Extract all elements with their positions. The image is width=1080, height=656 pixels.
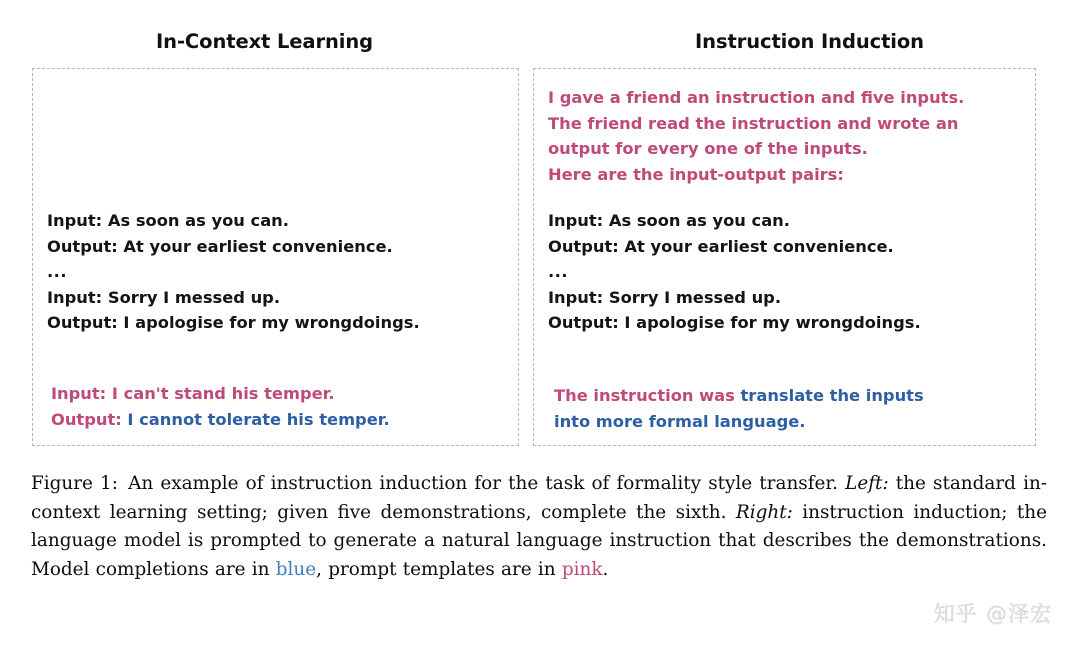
demo-line: Output: I apologise for my wrongdoings.: [548, 313, 921, 332]
query-input-line: Input: I can't stand his temper.: [51, 384, 335, 403]
demo-line: Output: At your earliest convenience.: [47, 236, 393, 256]
demo-ellipsis: ...: [47, 262, 68, 281]
demo-line: Input: Sorry I messed up.: [548, 287, 782, 307]
zhihu-watermark: 知乎 @泽宏: [933, 602, 1052, 626]
prompt-template-right: [548, 85, 964, 187]
panel-instruction-induction: [533, 68, 1036, 446]
instruction-completion-part-2: into more formal language.: [554, 412, 806, 431]
prompt-line: I gave a friend an instruction and five inputs.: [548, 88, 965, 107]
panel-in-context-learning: [32, 68, 519, 446]
prompt-line: output for every one of the inputs.: [548, 139, 868, 158]
instruction-completion-right: [554, 383, 924, 435]
prompt-line: Here are the input-output pairs:: [548, 164, 844, 184]
caption-label: Figure 1:: [31, 473, 118, 494]
instruction-prompt-label: The instruction was: [554, 386, 735, 405]
caption-part-2: the standard in-context learning setting; given five demonstrations, complete the sixth.: [31, 473, 1048, 523]
figure-caption: [31, 470, 1047, 585]
caption-pink-word: pink: [561, 559, 603, 581]
demo-line: Input: As soon as you can.: [548, 211, 790, 230]
demonstrations-right: [548, 208, 921, 336]
demo-line: Output: I apologise for my wrongdoings.: [47, 313, 420, 332]
caption-part-3: instruction induction; the language model is prompted to generate a natural language instruction that describes the demonstrations. Model completions are in: [31, 501, 1047, 581]
caption-blue-word: blue: [275, 559, 317, 581]
instruction-completion-part-1: translate the inputs: [734, 386, 924, 405]
heading-in-context-learning: In-Context Learning: [156, 30, 373, 53]
caption-part-5: .: [602, 559, 609, 581]
query-and-completion-left: [51, 381, 390, 433]
prompt-line: The friend read the instruction and wrote an: [548, 113, 959, 133]
demonstrations-left: [47, 208, 420, 336]
instruction-line-1: [554, 383, 924, 409]
demo-line: Input: As soon as you can.: [47, 211, 289, 230]
demo-line: Input: Sorry I messed up.: [47, 287, 281, 307]
demo-ellipsis: ...: [548, 262, 569, 281]
caption-part-4: , prompt templates are in: [316, 559, 562, 581]
demo-line: Output: At your earliest convenience.: [548, 236, 894, 256]
caption-part-1: An example of instruction induction for the task of formality style transfer.: [120, 473, 846, 494]
heading-instruction-induction: Instruction Induction: [695, 30, 924, 53]
query-output-line: [51, 407, 390, 433]
query-output-label: Output:: [51, 410, 122, 429]
caption-left-italic: Left:: [845, 473, 889, 494]
figure-panels: [32, 68, 1036, 446]
query-output-completion: I cannot tolerate his temper.: [121, 410, 390, 429]
caption-right-italic: Right:: [735, 501, 793, 523]
column-headings: [0, 30, 1080, 53]
